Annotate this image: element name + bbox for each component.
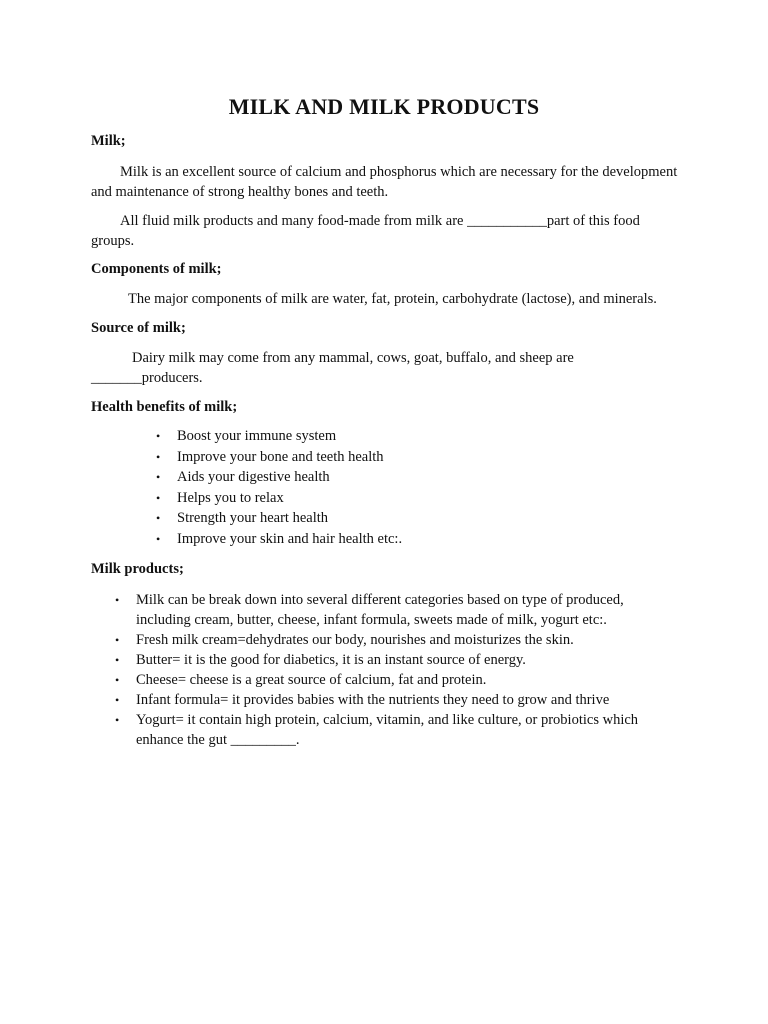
list-item: • Boost your immune system — [177, 426, 677, 447]
bullet-icon: • — [115, 593, 120, 607]
list-item: • Improve your skin and hair health etc:. — [177, 529, 677, 550]
bullet-icon: • — [156, 531, 161, 546]
bullet-icon: • — [115, 633, 120, 647]
heading-components: Components of milk; — [91, 261, 222, 277]
bullet-icon: • — [115, 673, 120, 687]
heading-milk: Milk; — [91, 133, 126, 149]
bullet-icon: • — [156, 470, 161, 485]
heading-source: Source of milk; — [91, 320, 186, 336]
heading-health-benefits: Health benefits of milk; — [91, 399, 238, 415]
bullet-icon: • — [115, 693, 120, 707]
paragraph-components: The major components of milk are water, fat, protein, carbohydrate (lactose), and minerals. — [128, 291, 657, 307]
paragraph-milk-food-group: All fluid milk products and many food-made from milk are ___________part of this food groups. — [91, 213, 640, 249]
bullet-icon: • — [156, 449, 161, 464]
bullet-icon: • — [156, 490, 161, 505]
list-item: • Butter= it is the good for diabetics, it is an instant source of energy. — [115, 652, 526, 668]
bullet-icon: • — [115, 653, 120, 667]
list-item: • Strength your heart health — [177, 508, 677, 529]
list-item: • Improve your bone and teeth health — [177, 447, 677, 468]
list-item: • Milk can be break down into several different categories based on type of produced, including cream, butter, cheese, infant formula, sweets made of milk, yogurt etc:. — [115, 592, 624, 628]
list-item: • Yogurt= it contain high protein, calcium, vitamin, and like culture, or probiotics which enhance the gut _________. — [115, 712, 639, 748]
bullet-icon: • — [115, 713, 120, 727]
page-title: MILK AND MILK PRODUCTS — [228, 94, 540, 119]
list-item: • Fresh milk cream=dehydrates our body, nourishes and moisturizes the skin. — [115, 632, 574, 648]
list-item: • Aids your digestive health — [177, 467, 677, 488]
paragraph-source: Dairy milk may come from any mammal, cows, goat, buffalo, and sheep are _______producers. — [91, 350, 574, 386]
health-benefits-list — [156, 426, 677, 550]
list-item: • Infant formula= it provides babies with the nutrients they need to grow and thrive — [115, 692, 610, 708]
bullet-icon: • — [156, 429, 161, 443]
list-item: • Helps you to relax — [177, 488, 677, 509]
paragraph-milk-calcium: Milk is an excellent source of calcium and phosphorus which are necessary for the development and maintenance of strong healthy bones and teeth. — [91, 164, 678, 200]
list-item: • Cheese= cheese is a great source of calcium, fat and protein. — [115, 672, 487, 688]
heading-milk-products: Milk products; — [91, 561, 184, 577]
milk-products-list — [115, 590, 676, 750]
bullet-icon: • — [156, 511, 161, 526]
